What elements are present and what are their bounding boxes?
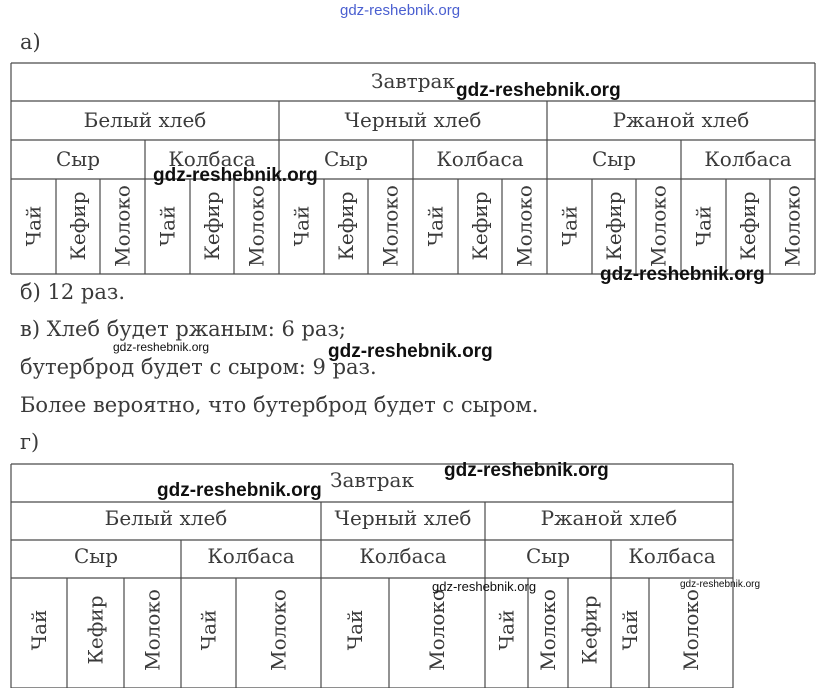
table-a-drink-4: Чай <box>155 205 180 247</box>
table-a-drink-16: Чай <box>691 205 716 247</box>
table-a-drink-7: Чай <box>289 205 314 247</box>
table-a-drink-8: Кефир <box>334 191 358 261</box>
table-a-filling-5: Сыр <box>591 147 637 171</box>
table-g-drink-2: Кефир <box>83 595 108 665</box>
watermark-3: gdz-reshebnik.org <box>600 264 765 285</box>
table-g-filling-1: Сыр <box>73 544 119 568</box>
table-a-filling-2: Колбаса <box>168 147 256 171</box>
table-a-drink-1: Чай <box>21 205 46 247</box>
table-g-bread-3: Ржаной хлеб <box>540 506 678 530</box>
table-a-drink-11: Кефир <box>468 191 492 261</box>
table-a-drink-18: Молоко <box>780 185 805 267</box>
watermark-2: gdz-reshebnik.org <box>153 165 318 186</box>
table-g-filling-2: Колбаса <box>207 544 295 568</box>
table-a-drink-2: Кефир <box>66 191 90 261</box>
table-g-drink-7: Молоко <box>425 589 449 671</box>
table-a-drink-5: Кефир <box>200 191 224 261</box>
table-a-drink-12: Молоко <box>512 185 537 267</box>
watermark-5: gdz-reshebnik.org <box>328 341 493 362</box>
table-g-bread-1: Белый хлеб <box>104 506 228 530</box>
table-g-drink-3: Молоко <box>140 589 165 671</box>
table-a-drink-6: Молоко <box>244 185 269 267</box>
label-part-g: г) <box>20 430 40 454</box>
table-g-drink-9: Молоко <box>536 589 560 671</box>
table-g-drink-1: Чай <box>27 609 51 651</box>
table-a-drink-15: Молоко <box>646 185 671 267</box>
table-g-drink-4: Чай <box>196 609 221 651</box>
table-g-drink-10: Кефир <box>577 595 602 665</box>
table-a-title: Завтрак <box>371 69 455 93</box>
label-part-a: а) <box>20 30 41 54</box>
watermark-6: gdz-reshebnik.org <box>444 460 609 481</box>
table-a-drink-10: Чай <box>423 205 448 247</box>
watermark-4: gdz-reshebnik.org <box>113 340 210 354</box>
table-g-drink-12: Молоко <box>679 589 703 671</box>
table-a-bread-2: Черный хлеб <box>344 108 482 132</box>
table-a-drink-14: Кефир <box>602 191 626 261</box>
table-g-drink-8: Чай <box>494 609 519 651</box>
answer-b: б) 12 раз. <box>20 280 125 304</box>
answer-v-line1: в) Хлеб будет ржаным: 6 раз; <box>20 317 346 341</box>
table-g-filling-3: Колбаса <box>359 544 447 568</box>
table-a-drink-13: Чай <box>557 205 582 247</box>
watermark-8: gdz-reshebnik.org <box>432 579 537 594</box>
watermark-top: gdz-reshebnik.org <box>340 2 461 19</box>
table-a-drink-9: Молоко <box>378 185 403 267</box>
table-a-filling-3: Сыр <box>323 147 369 171</box>
table-a-filling-4: Колбаса <box>436 147 524 171</box>
table-a-filling-1: Сыр <box>55 147 101 171</box>
table-a-bread-1: Белый хлеб <box>83 108 207 132</box>
watermark-9: gdz-reshebnik.org <box>680 579 761 590</box>
table-g-drink-5: Молоко <box>266 589 291 671</box>
table-a-drink-17: Кефир <box>736 191 760 261</box>
table-a-filling-6: Колбаса <box>704 147 792 171</box>
table-g-drink-11: Чай <box>618 609 642 651</box>
table-g-drink-6: Чай <box>343 609 367 651</box>
table-g-bread-2: Черный хлеб <box>334 506 472 530</box>
table-a-bread-3: Ржаной хлеб <box>612 108 750 132</box>
table-g-title: Завтрак <box>330 468 414 492</box>
answer-v-line2: бутерброд будет с сыром: 9 раз. <box>20 355 377 379</box>
table-g-filling-4: Сыр <box>525 544 571 568</box>
watermark-1: gdz-reshebnik.org <box>456 80 621 101</box>
table-a-drink-3: Молоко <box>110 185 135 267</box>
table-g-filling-5: Колбаса <box>628 544 716 568</box>
answer-v-line3: Более вероятно, что бутерброд будет с сыром. <box>20 393 539 417</box>
watermark-7: gdz-reshebnik.org <box>157 480 322 501</box>
